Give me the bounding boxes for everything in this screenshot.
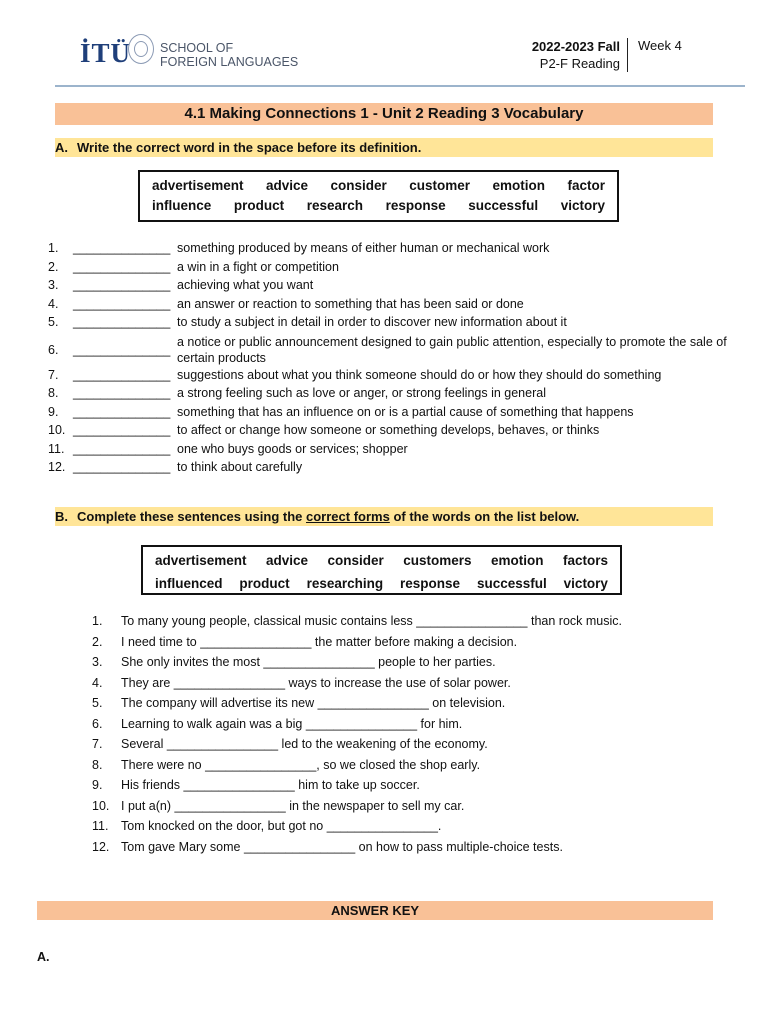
item-number: 2. bbox=[92, 634, 103, 649]
item-number: 11. bbox=[92, 819, 109, 833]
item-number: 5. bbox=[92, 696, 103, 710]
word: advice bbox=[266, 553, 309, 568]
definition-text: an answer or reaction to something that has been said or done bbox=[177, 296, 524, 311]
word: emotion bbox=[492, 178, 546, 193]
school-name bbox=[160, 41, 298, 69]
word: successful bbox=[468, 198, 539, 213]
word-row bbox=[155, 574, 608, 594]
header-divider bbox=[627, 38, 628, 72]
definition-item bbox=[48, 278, 728, 297]
item-number: 3. bbox=[48, 278, 59, 292]
definition-text: suggestions about what you think someone should do or how they should do something bbox=[177, 367, 662, 382]
seal-icon bbox=[128, 34, 154, 64]
word: consider bbox=[330, 178, 387, 193]
item-number: 1. bbox=[48, 241, 59, 255]
item-number: 12. bbox=[48, 460, 66, 474]
definition-item bbox=[48, 241, 728, 260]
word: customers bbox=[403, 553, 472, 568]
section-b-text-pre: Complete these sentences using the bbox=[77, 509, 307, 524]
sentence-item bbox=[92, 796, 732, 817]
sentence-text: His friends ________________ him to take up soccer. bbox=[121, 778, 420, 792]
word: product bbox=[239, 576, 290, 591]
definition-item bbox=[48, 405, 728, 424]
school-line-2: FOREIGN LANGUAGES bbox=[160, 55, 299, 69]
word: influenced bbox=[155, 576, 223, 591]
definition-item bbox=[48, 423, 728, 442]
section-b-text-post: of the words on the list below. bbox=[389, 509, 580, 524]
answer-blank[interactable]: ______________ bbox=[73, 259, 171, 274]
definition-text: a win in a fight or competition bbox=[177, 259, 339, 274]
word: successful bbox=[476, 576, 547, 591]
sentence-text: Tom knocked on the door, but got no ________________. bbox=[121, 819, 442, 833]
word: product bbox=[233, 198, 285, 213]
section-b-letter: B. bbox=[55, 509, 68, 524]
item-number: 4. bbox=[92, 675, 103, 690]
item-number: 8. bbox=[92, 757, 103, 772]
sentence-item bbox=[92, 693, 732, 714]
answer-blank[interactable]: ______________ bbox=[73, 367, 171, 382]
section-a-instruction bbox=[55, 138, 713, 157]
term-info bbox=[480, 38, 620, 72]
sentence-item bbox=[92, 714, 732, 735]
sentence-item bbox=[92, 652, 732, 673]
course: P2-F Reading bbox=[539, 56, 620, 71]
item-number: 10. bbox=[48, 423, 66, 437]
answer-blank[interactable]: ______________ bbox=[73, 296, 171, 311]
item-number: 10. bbox=[92, 798, 110, 813]
word-box-a bbox=[138, 170, 619, 222]
definition-text: one who buys goods or services; shopper bbox=[177, 441, 408, 456]
definition-text: to affect or change how someone or something develops, behaves, or thinks bbox=[177, 423, 600, 437]
answer-blank[interactable]: ______________ bbox=[73, 315, 171, 329]
sentence-text: I need time to ________________ the matter before making a decision. bbox=[121, 634, 518, 649]
word: factors bbox=[562, 553, 608, 568]
item-number: 12. bbox=[92, 839, 110, 854]
definition-text: achieving what you want bbox=[177, 278, 314, 292]
word: influence bbox=[152, 198, 212, 213]
word: customer bbox=[409, 178, 471, 193]
sentence-item bbox=[92, 673, 732, 694]
item-number: 8. bbox=[48, 386, 59, 400]
word-row bbox=[152, 196, 605, 216]
answer-blank[interactable]: ______________ bbox=[73, 241, 171, 255]
answer-blank[interactable]: ______________ bbox=[73, 404, 171, 419]
answer-blank[interactable]: ______________ bbox=[73, 460, 171, 474]
sentence-item bbox=[92, 611, 732, 632]
sentence-item bbox=[92, 734, 732, 755]
answer-blank[interactable]: ______________ bbox=[73, 278, 171, 292]
word: response bbox=[385, 198, 446, 213]
definitions-list bbox=[48, 241, 728, 479]
item-number: 1. bbox=[92, 614, 103, 628]
answer-blank[interactable]: ______________ bbox=[73, 441, 171, 456]
sentence-text: Tom gave Mary some ________________ on how to pass multiple-choice tests. bbox=[121, 839, 563, 854]
sentence-text: The company will advertise its new ________________ on television. bbox=[121, 696, 506, 710]
definition-item bbox=[48, 368, 728, 387]
sentence-text: I put a(n) ________________ in the newspaper to sell my car. bbox=[121, 798, 465, 813]
sentence-text: To many young people, classical music contains less ________________ than rock music. bbox=[121, 614, 622, 628]
definition-item bbox=[48, 315, 728, 334]
word: emotion bbox=[491, 553, 544, 568]
definition-item bbox=[48, 260, 728, 279]
word-row bbox=[152, 176, 605, 196]
word: factor bbox=[567, 178, 605, 193]
word: researching bbox=[306, 576, 384, 591]
answer-key-section-a: A. bbox=[37, 950, 50, 964]
sentence-text: There were no ________________, so we closed the shop early. bbox=[121, 757, 481, 772]
item-number: 2. bbox=[48, 259, 59, 274]
definition-text: something that has an influence on or is a partial cause of something that happens bbox=[177, 404, 634, 419]
definition-item bbox=[48, 334, 728, 368]
sentences-list bbox=[92, 611, 732, 857]
definition-item bbox=[48, 442, 728, 461]
sentence-item bbox=[92, 632, 732, 653]
section-a-letter: A. bbox=[55, 140, 68, 155]
definition-item bbox=[48, 386, 728, 405]
itu-logo: İTÜ bbox=[80, 38, 132, 68]
item-number: 6. bbox=[92, 716, 103, 731]
word: advertisement bbox=[152, 178, 244, 193]
definition-text: to think about carefully bbox=[177, 460, 303, 474]
school-line-1: SCHOOL OF bbox=[160, 41, 234, 55]
sentence-text: They are ________________ ways to increase the use of solar power. bbox=[121, 675, 511, 690]
answer-blank[interactable]: ______________ bbox=[73, 423, 171, 437]
answer-blank[interactable]: ______________ bbox=[73, 386, 171, 400]
word: response bbox=[400, 576, 461, 591]
definition-text: to study a subject in detail in order to discover new information about it bbox=[177, 315, 567, 329]
section-b-text-underlined: correct forms bbox=[306, 509, 390, 524]
answer-key-title: ANSWER KEY bbox=[37, 901, 713, 920]
word: victory bbox=[563, 576, 608, 591]
word-row bbox=[155, 551, 608, 571]
definition-text: a notice or public announcement designed to gain public attention, especially to promote the sale of certain products bbox=[177, 334, 727, 365]
sentence-text: She only invites the most ________________ people to her parties. bbox=[121, 655, 496, 669]
header-rule bbox=[55, 85, 745, 87]
week: Week 4 bbox=[638, 38, 682, 53]
definition-item bbox=[48, 460, 728, 479]
item-number: 11. bbox=[48, 441, 65, 456]
sentence-text: Several ________________ led to the weakening of the economy. bbox=[121, 737, 488, 751]
item-number: 4. bbox=[48, 296, 59, 311]
word-box-b bbox=[141, 545, 622, 595]
item-number: 9. bbox=[48, 404, 59, 419]
item-number: 5. bbox=[48, 315, 59, 329]
definition-text: a strong feeling such as love or anger, or strong feelings in general bbox=[177, 386, 546, 400]
sentence-text: Learning to walk again was a big ________________ for him. bbox=[121, 716, 463, 731]
word: victory bbox=[560, 198, 605, 213]
sentence-item bbox=[92, 775, 732, 796]
section-b-instruction bbox=[55, 507, 713, 526]
sentence-item bbox=[92, 837, 732, 858]
item-number: 7. bbox=[92, 737, 103, 751]
term: 2022-2023 Fall bbox=[531, 39, 620, 54]
answer-blank[interactable]: ______________ bbox=[73, 342, 171, 357]
item-number: 6. bbox=[48, 342, 59, 357]
item-number: 3. bbox=[92, 655, 103, 669]
word: consider bbox=[327, 553, 384, 568]
word: advertisement bbox=[155, 553, 247, 568]
word: research bbox=[306, 198, 364, 213]
sentence-item bbox=[92, 755, 732, 776]
section-a-text: Write the correct word in the space before its definition. bbox=[77, 140, 422, 155]
page-title: 4.1 Making Connections 1 - Unit 2 Reading 3 Vocabulary bbox=[55, 103, 713, 125]
sentence-item bbox=[92, 816, 732, 837]
item-number: 7. bbox=[48, 367, 59, 382]
item-number: 9. bbox=[92, 778, 103, 792]
word: advice bbox=[266, 178, 309, 193]
definition-item bbox=[48, 297, 728, 316]
definition-text: something produced by means of either human or mechanical work bbox=[177, 241, 550, 255]
